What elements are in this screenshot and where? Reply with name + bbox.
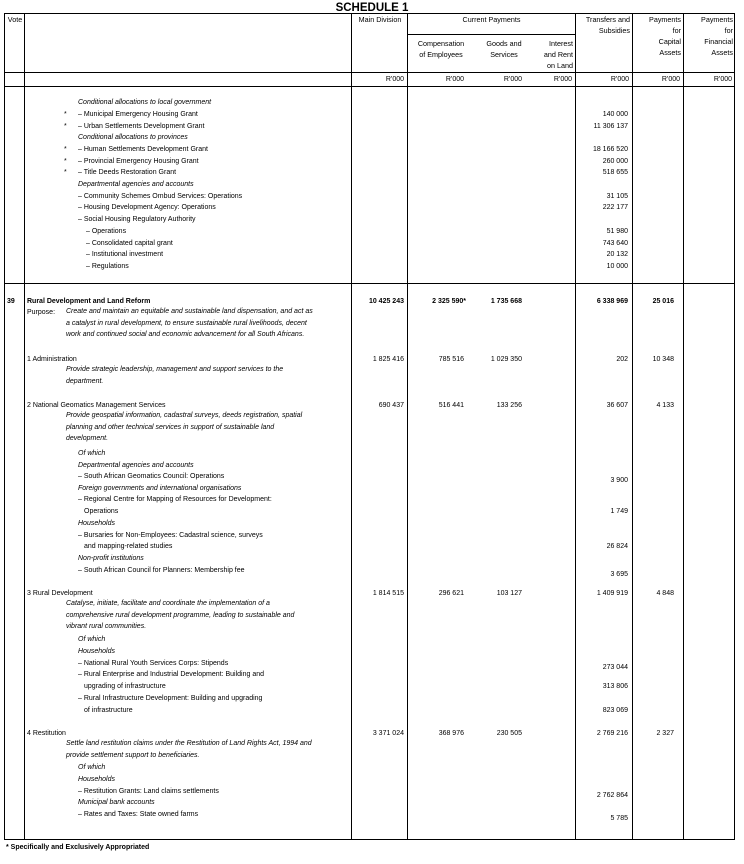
- division-description: Provide geospatial information, cadastral surveys, deeds registration, spatial planning and other technical services in support of sustainable land development.: [66, 412, 303, 442]
- division-item: Non-profit institutions: [78, 555, 144, 562]
- allocation-item: – Human Settlements Development Grant: [78, 146, 208, 153]
- division-item: Operations: [84, 508, 119, 515]
- header-capital-assets: Payments for Capital Assets: [649, 15, 681, 57]
- division-item: – Rural Enterprise and Industrial Development: Building and: [78, 671, 264, 678]
- allocation-item: Conditional allocations to provinces: [78, 134, 188, 141]
- allocation-item: – Housing Development Agency: Operations: [78, 204, 216, 211]
- division-item: and mapping-related studies: [84, 543, 173, 550]
- unit-transfers: R'000: [610, 76, 629, 83]
- allocation-item: Conditional allocations to local government: [78, 99, 212, 106]
- division-capital: 2 327: [656, 730, 674, 737]
- division-capital: 4 133: [656, 402, 674, 409]
- vote-goods: 1 735 668: [490, 298, 522, 305]
- allocation-item: – Social Housing Regulatory Authority: [78, 216, 196, 223]
- allocation-amount: 31 105: [606, 193, 628, 200]
- division-capital: 10 348: [652, 356, 674, 363]
- division-main: 1 825 416: [372, 356, 404, 363]
- division-compensation: 296 621: [438, 590, 464, 597]
- allocation-amount: 140 000: [602, 111, 628, 118]
- allocation-item: – Provincial Emergency Housing Grant: [78, 158, 199, 165]
- division-goods: 103 127: [496, 590, 522, 597]
- division-item: – National Rural Youth Services Corps: Stipends: [78, 660, 229, 667]
- header-compensation: Compensation of Employees: [417, 39, 465, 59]
- purpose-text: Create and maintain an equitable and sustainable land dispensation, and act as a catalyst in rural development, to ensure sustainable rural livelihoods, decent work and continued social and economic advancement for all South Africans.: [66, 308, 313, 338]
- page-title: SCHEDULE 1: [335, 2, 409, 14]
- division-item-amount: 823 069: [602, 707, 628, 714]
- allocation-amount: 10 000: [606, 263, 628, 270]
- unit-goods: R'000: [503, 76, 522, 83]
- division-item: – South African Geomatics Council: Operations: [78, 473, 225, 480]
- division-name: 1 Administration: [27, 356, 77, 363]
- vote-transfers: 6 338 969: [596, 298, 628, 305]
- header-interest-rent: Interest and Rent on Land: [543, 39, 573, 70]
- header-main-division: Main Division: [358, 15, 402, 24]
- footnote: * Specifically and Exclusively Appropriated: [6, 844, 150, 851]
- division-item: Households: [78, 776, 115, 783]
- current-payments-underline: [407, 34, 575, 35]
- division-name: 2 National Geomatics Management Services: [27, 402, 166, 409]
- division-goods: 133 256: [496, 402, 522, 409]
- allocation-item: – Consolidated capital grant: [86, 240, 173, 247]
- division-item: Of which: [78, 636, 106, 643]
- unit-comp: R'000: [445, 76, 464, 83]
- division-item-amount: 273 044: [602, 664, 628, 671]
- division-main: 690 437: [378, 402, 404, 409]
- division-item-amount: 1 749: [610, 508, 628, 515]
- allocation-item: – Community Schemes Ombud Services: Operations: [78, 193, 243, 200]
- header-transfers: Transfers and Subsidies: [585, 15, 630, 35]
- allocation-item: – Urban Settlements Development Grant: [78, 123, 205, 130]
- star-marker: *: [64, 158, 67, 165]
- purpose-label: Purpose:: [27, 309, 56, 316]
- division-transfers: 1 409 919: [596, 590, 628, 597]
- vote-name: Rural Development and Land Reform: [27, 298, 151, 305]
- unit-capital: R'000: [661, 76, 680, 83]
- unit-main: R'000: [385, 76, 404, 83]
- allocation-item: – Institutional investment: [86, 251, 164, 258]
- division-item: of infrastructure: [84, 707, 133, 714]
- header-goods-services: Goods and Services: [486, 39, 522, 59]
- division-transfers: 36 607: [606, 402, 628, 409]
- unit-financial: R'000: [713, 76, 732, 83]
- division-compensation: 785 516: [438, 356, 464, 363]
- division-item: Of which: [78, 764, 106, 771]
- division-item: – Regional Centre for Mapping of Resources for Development:: [78, 496, 272, 503]
- division-description: Catalyse, initiate, facilitate and coordinate the implementation of a comprehensive rural development programme, leading to sustainable and vibrant rural communities.: [66, 600, 295, 630]
- header-vote: Vote: [7, 15, 23, 24]
- allocation-amount: 743 640: [602, 240, 628, 247]
- division-name: 4 Restitution: [27, 730, 66, 737]
- division-item: – Restitution Grants: Land claims settlements: [78, 788, 219, 795]
- division-goods: 1 029 350: [490, 356, 522, 363]
- star-marker: *: [64, 111, 67, 118]
- division-goods: 230 505: [496, 730, 522, 737]
- division-name: 3 Rural Development: [27, 590, 93, 597]
- allocation-amount: 222 177: [602, 204, 628, 211]
- column-divider: [632, 13, 633, 840]
- unit-interest: R'000: [553, 76, 572, 83]
- section-rule: [4, 283, 735, 284]
- star-marker: *: [64, 123, 67, 130]
- allocation-item: – Title Deeds Restoration Grant: [78, 169, 177, 176]
- division-compensation: 368 976: [438, 730, 464, 737]
- vote-capital: 25 016: [652, 298, 674, 305]
- vote-number: 39: [7, 298, 15, 305]
- allocation-amount: 20 132: [606, 251, 628, 258]
- division-compensation: 516 441: [438, 402, 464, 409]
- allocation-amount: 518 655: [602, 169, 628, 176]
- allocation-item: – Regulations: [86, 263, 129, 270]
- division-main: 3 371 024: [372, 730, 404, 737]
- division-item: – Bursaries for Non-Employees: Cadastral science, surveys: [78, 532, 263, 539]
- allocation-item: – Operations: [86, 228, 127, 235]
- star-marker: *: [64, 146, 67, 153]
- column-divider: [407, 13, 408, 840]
- vote-compensation: 2 325 590*: [432, 298, 466, 305]
- allocation-item: – Municipal Emergency Housing Grant: [78, 111, 198, 118]
- division-capital: 4 848: [656, 590, 674, 597]
- star-marker: *: [64, 169, 67, 176]
- allocation-amount: 18 166 520: [592, 146, 628, 153]
- division-item-amount: 26 824: [606, 543, 628, 550]
- division-description: Provide strategic leadership, management and support services to the department.: [66, 366, 284, 385]
- division-item-amount: 2 762 864: [596, 792, 628, 799]
- column-divider: [24, 13, 25, 840]
- division-item: – South African Council for Planners: Membership fee: [78, 567, 245, 574]
- division-item: Of which: [78, 450, 106, 457]
- division-transfers: 202: [616, 356, 628, 363]
- division-item: Municipal bank accounts: [78, 799, 155, 806]
- division-item-amount: 3 695: [610, 571, 628, 578]
- allocation-item: Departmental agencies and accounts: [78, 181, 194, 188]
- header-current-payments: Current Payments: [462, 15, 521, 24]
- column-divider: [351, 13, 352, 840]
- column-divider: [575, 13, 576, 840]
- column-divider: [683, 13, 684, 840]
- division-item: upgrading of infrastructure: [84, 683, 166, 690]
- division-item: Households: [78, 520, 115, 527]
- division-transfers: 2 769 216: [596, 730, 628, 737]
- division-item: Departmental agencies and accounts: [78, 462, 194, 469]
- division-description: Settle land restitution claims under the Restitution of Land Rights Act, 1994 and provide settlement support to beneficiaries.: [66, 740, 312, 759]
- division-main: 1 814 515: [372, 590, 404, 597]
- vote-main-division: 10 425 243: [368, 298, 404, 305]
- division-item: Foreign governments and international organisations: [78, 485, 242, 492]
- allocation-amount: 11 306 137: [593, 123, 628, 130]
- division-item: – Rates and Taxes: State owned farms: [78, 811, 199, 818]
- division-item: – Rural Infrastructure Development: Building and upgrading: [78, 695, 263, 702]
- division-item-amount: 5 785: [610, 815, 628, 822]
- division-item-amount: 3 900: [610, 477, 628, 484]
- header-bottom-rule: [4, 72, 735, 73]
- division-item: Households: [78, 648, 115, 655]
- unit-row-rule: [4, 86, 735, 87]
- allocation-amount: 51 980: [606, 228, 628, 235]
- header-financial-assets: Payments for Financial Assets: [701, 15, 733, 57]
- allocation-amount: 260 000: [602, 158, 628, 165]
- division-item-amount: 313 806: [602, 683, 628, 690]
